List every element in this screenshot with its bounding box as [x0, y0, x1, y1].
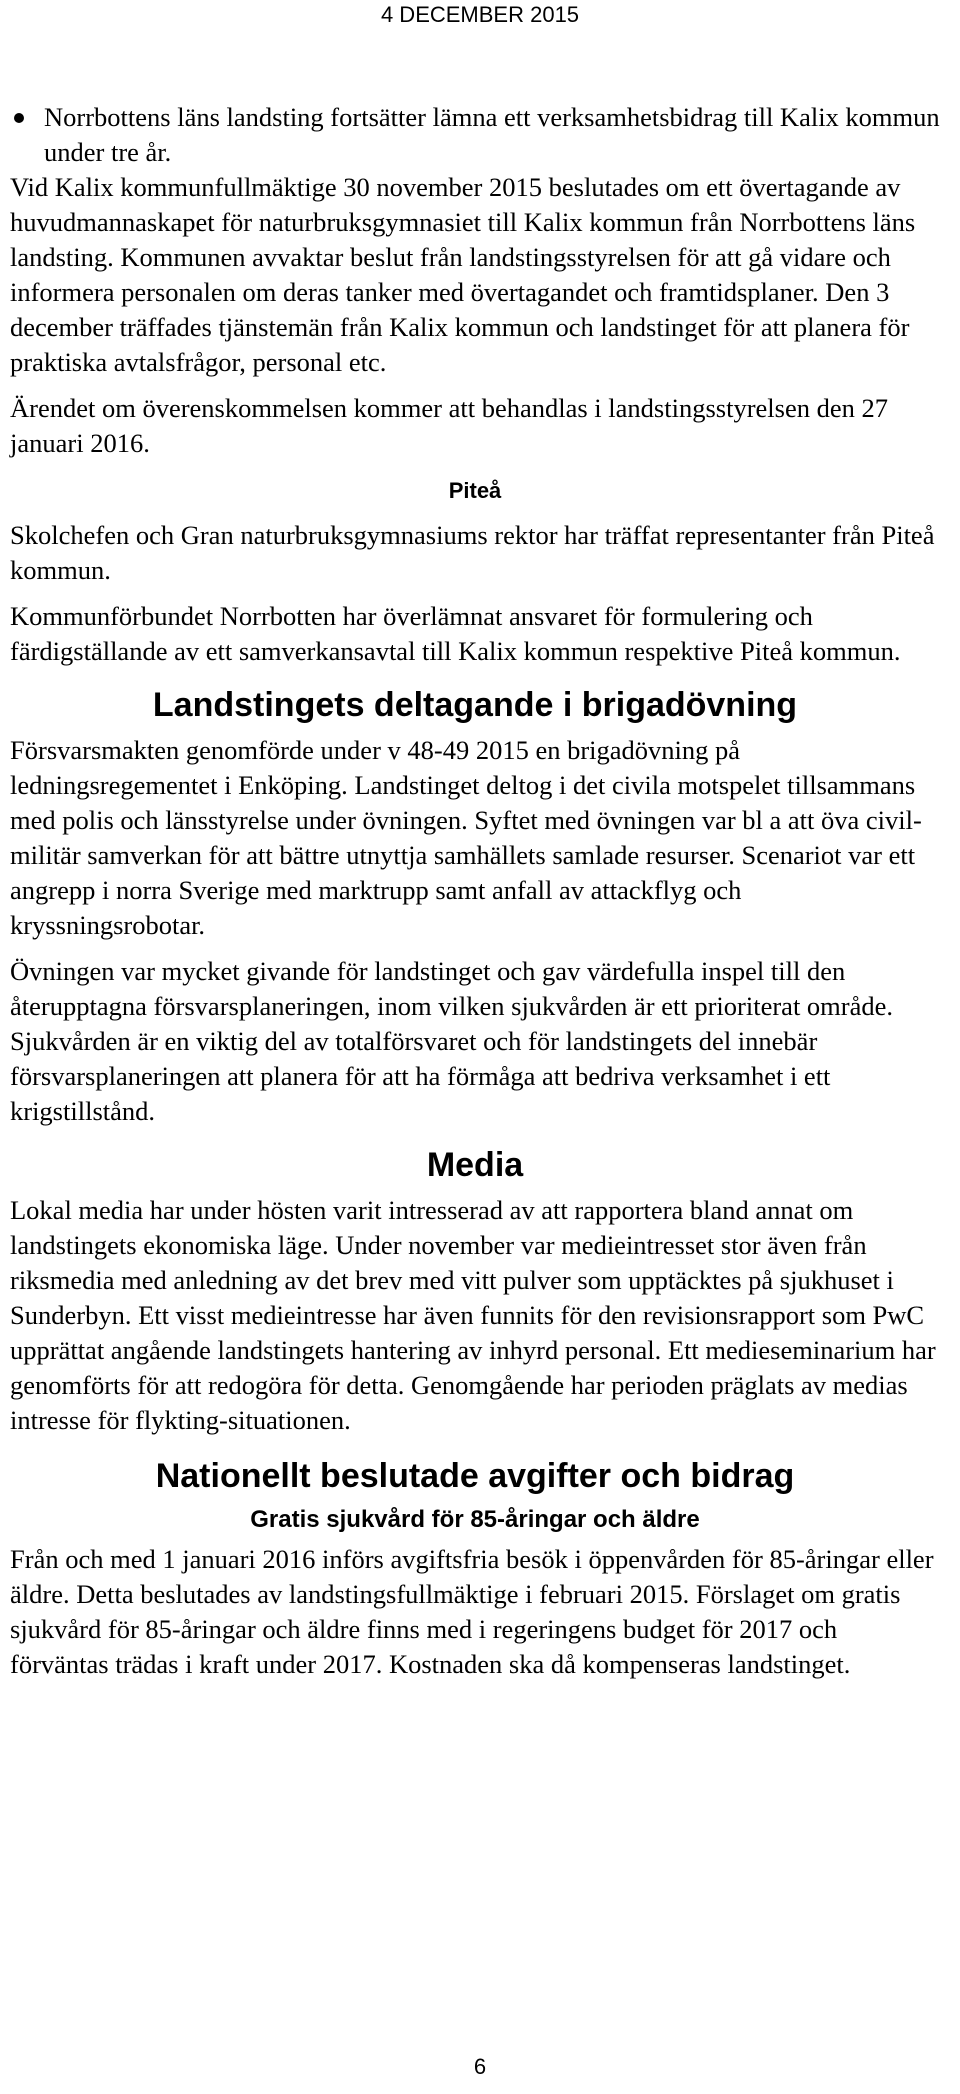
page-header-date: 4 DECEMBER 2015 [380, 2, 580, 27]
bullet-dot-icon [14, 113, 24, 123]
bullet-list [10, 100, 940, 170]
page-content [10, 100, 940, 1693]
pitea-paragraph-1: Skolchefen och Gran naturbruksgymnasiums rektor har träffat representanter från Piteå kommun. [10, 520, 935, 585]
heading-landstingets-deltagande: Landstingets deltagande i brigadövning [152, 686, 798, 724]
heading-nationellt: Nationellt beslutade avgifter och bidrag [155, 1457, 795, 1495]
kalix-paragraph-1: Vid Kalix kommunfullmäktige 30 november 2015 beslutades om ett övertagande av huvudmannaskapet för naturbruksgymnasiet till Kalix kommun från Norrbottens läns landsting. Kommunen avvaktar beslut från landstingsstyrelsen för att gå vidare och informera personalen om deras tanker med övertagandet och framtidsplaner. Den 3 december träffades tjänstemän från Kalix kommun och landstinget för att planera för praktiska avtalsfrågor, personal etc. [10, 172, 916, 377]
bullet-text: Norrbottens läns landsting fortsätter lämna ett verksamhetsbidrag till Kalix kommun under tre år. [44, 102, 940, 167]
bullet-item [10, 100, 940, 170]
kalix-paragraph-2: Ärendet om överenskommelsen kommer att behandlas i landstingsstyrelsen den 27 januari 2016. [10, 393, 888, 458]
heading-media: Media [426, 1146, 524, 1184]
media-paragraph-1: Lokal media har under hösten varit intresserad av att rapportera bland annat om landstingets ekonomiska läge. Under november var medieintresset stor även från riksmedia med anledning av det brev med vitt pulver som upptäcktes på sjukhuset i Sunderbyn. Ett visst medieintresse har även funnits för den revisionsrapport som PwC upprättat angående landstingets hantering av inhyrd personal. Ett medieseminarium har genomförts för att redogöra för detta. Genomgående har perioden präglats av medias intresse för flykting-situationen. [10, 1195, 936, 1435]
landsting-paragraph-1: Försvarsmakten genomförde under v 48-49 2015 en brigadövning på ledningsregementet i Enköping. Landstinget deltog i det civila motspelet tillsammans med polis och länsstyrelse under övningen. Syftet med övningen var bl a att öva civil-militär samverkan för att bättre utnyttja samhällets samlade resurser. Scenariot var ett angrepp i norra Sverige med marktrupp samt anfall av attackflyg och kryssningsrobotar. [10, 735, 922, 940]
landsting-paragraph-2: Övningen var mycket givande för landstinget och gav värdefulla inspel till den återupptagna försvarsplaneringen, inom vilken sjukvården är ett prioriterat område. Sjukvården är en viktig del av totalförsvaret och för landstingets del innebär försvarsplaneringen att planera för att ha förmåga att bedriva verksamhet i ett krigstillstånd. [10, 956, 894, 1126]
heading-pitea: Piteå [448, 478, 502, 503]
page-number: 6 [473, 2054, 487, 2079]
subheading-gratis-sjukvard: Gratis sjukvård för 85-åringar och äldre [250, 1506, 700, 1533]
nationellt-paragraph-1: Från och med 1 januari 2016 införs avgiftsfria besök i öppenvården för 85-åringar eller äldre. Detta beslutades av landstingsfullmäktige i februari 2015. Förslaget om gratis sjukvård för 85-åringar och äldre finns med i regeringens budget för 2017 och förväntas trädas i kraft under 2017. Kostnaden ska då kompenseras landstinget. [10, 1544, 934, 1679]
pitea-paragraph-2: Kommunförbundet Norrbotten har överlämnat ansvaret för formulering och färdigställande av ett samverkansavtal till Kalix kommun respektive Piteå kommun. [10, 601, 901, 666]
